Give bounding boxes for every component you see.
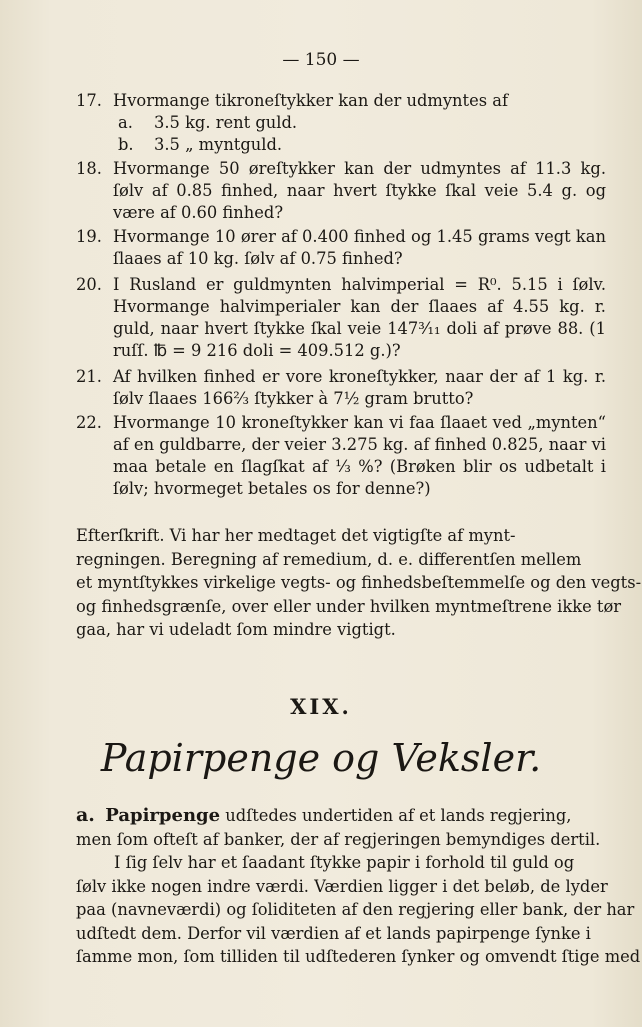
section-a-heading: Papirpenge: [105, 805, 221, 826]
problem-18: [76, 158, 606, 224]
problem-22: [76, 412, 606, 500]
sub-item-a: [118, 112, 297, 134]
sub-item-label: b.: [118, 135, 134, 154]
section-a-paragraph: [76, 804, 641, 969]
page-number: — 150 —: [282, 50, 360, 70]
sub-item-text: 3.5 „ myntguld.: [154, 135, 283, 154]
section-a-first-line: [76, 804, 604, 828]
problem-21: [76, 366, 606, 410]
postscript-line: Efterſkrift. Vi har her medtaget det vigtigſte af mynt-: [76, 526, 516, 545]
problem-text: Hvormange tikroneſtykker kan der udmyntes af: [113, 91, 508, 110]
postscript-line: gaa, har vi udeladt ſom mindre vigtigt.: [76, 620, 396, 639]
problem-number: 22.: [76, 413, 102, 432]
section-a-line: men ſom ofteſt af banker, der af regjeringen bemyndiges dertil.: [76, 829, 601, 849]
section-a-line: udſtedt dem. Derfor vil værdien af et lands papirpenge ſynke i: [76, 923, 591, 943]
problem-text: Hvormange 10 ører af 0.400 finhed og 1.45 grams vegt kan ſlaaes af 10 kg. ſølv af 0.75 finhed?: [113, 227, 606, 268]
section-a-line: I ſig ſelv har et ſaadant ſtykke papir i forhold til guld og: [114, 853, 575, 872]
section-a-label: a.: [76, 804, 95, 826]
postscript-line: og finhedsgrænſe, over eller under hvilken myntmeſtrene ikke tør: [76, 596, 622, 616]
section-a-line: paa (navneværdi) og ſoliditeten af den regjering eller bank, der har: [76, 900, 635, 919]
problem-number: 18.: [76, 159, 102, 178]
problem-number: 21.: [76, 367, 102, 386]
section-a-line: ſamme mon, ſom tilliden til udſtederen ſynker og omvendt ſtige med: [76, 947, 641, 966]
problem-text: Af hvilken finhed er vore kroneſtykker, naar der af 1 kg. r. ſølv ſlaaes 166⅔ ſtykker à 7½ gram brutto?: [113, 367, 606, 408]
problem-19: [76, 226, 606, 270]
sub-item-label: a.: [118, 113, 133, 132]
section-a-line: ſølv ikke nogen indre værdi. Værdien ligger i det beløb, de lyder: [76, 876, 608, 896]
problem-text: Hvormange 50 øreſtykker kan der udmyntes af 11.3 kg. ſølv af 0.85 finhed, naar hvert ſtykke ſkal veie 5.4 g. og være af 0.60 finhed?: [113, 159, 606, 222]
problem-17: [76, 90, 606, 112]
postscript-line: et myntſtykkes virkelige vegts- og finhedsbeſtemmelſe og den vegts-: [76, 573, 642, 592]
problem-number: 20.: [76, 275, 102, 294]
problem-20: [76, 274, 606, 362]
sub-item-b: [118, 134, 282, 156]
postscript-paragraph: [76, 524, 642, 642]
postscript-line: regningen. Beregning af remedium, d. e. differentſen mellem: [76, 549, 582, 569]
chapter-title: Papirpenge og Veksler.: [100, 736, 542, 780]
problem-number: 17.: [76, 91, 102, 110]
section-number: XIX.: [290, 694, 352, 719]
problem-text: Hvormange 10 kroneſtykker kan vi faa ſlaaet ved „mynten“ af en guldbarre, der veier 3.275 kg. af finhed 0.825, naar vi maa betale en ſlagſkat af ⅓ %? (Brøken blir os udbetalt i ſølv; hvormeget betales os for denne?): [113, 413, 606, 498]
sub-item-text: 3.5 kg. rent guld.: [154, 113, 298, 132]
problem-text: I Rusland er guldmynten halvimperial = R⁰. 5.15 i ſølv. Hvormange halvimperialer kan der ſlaaes af 4.55 kg. r. guld, naar hvert ſtykke ſkal veie 147³⁄₁₁ doli af prøve 88. (1 ruſſ. ℔ = 9 216 doli = 409.512 g.)?: [113, 275, 606, 360]
section-a-line: udſtedes undertiden af et lands regjering,: [225, 806, 572, 825]
problem-number: 19.: [76, 227, 102, 246]
